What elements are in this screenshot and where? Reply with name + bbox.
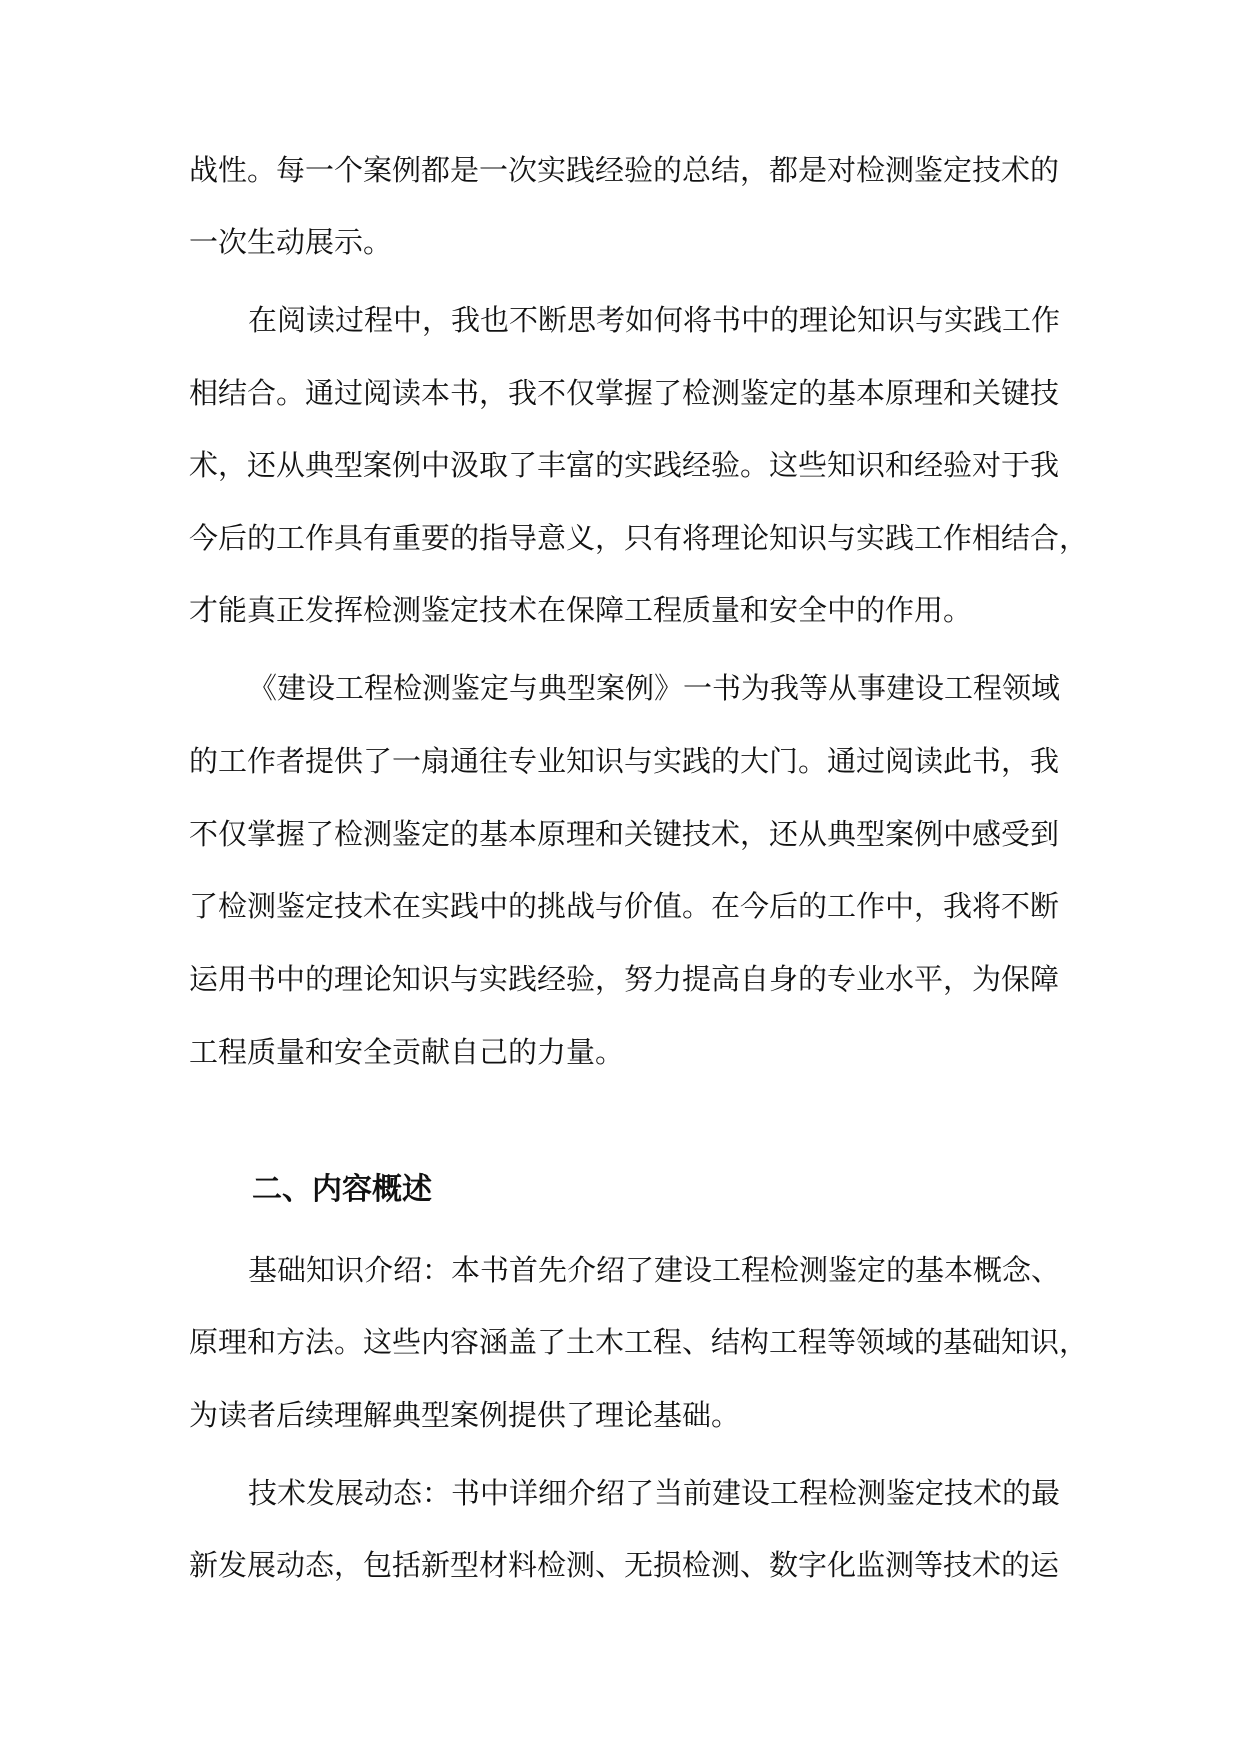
text-line: 今后的工作具有重要的指导意义，只有将理论知识与实践工作相结合， <box>189 521 1089 555</box>
text-line: 工程质量和安全贡献自己的力量。 <box>189 1035 625 1069</box>
text-line: 运用书中的理论知识与实践经验，努力提高自身的专业水平，为保障 <box>189 962 1060 996</box>
text-line: 为读者后续理解典型案例提供了理论基础。 <box>189 1398 741 1432</box>
text-line: 的工作者提供了一扇通往专业知识与实践的大门。通过阅读此书，我 <box>189 744 1060 778</box>
text-line: 才能真正发挥检测鉴定技术在保障工程质量和安全中的作用。 <box>189 593 973 627</box>
text-line: 了检测鉴定技术在实践中的挑战与价值。在今后的工作中，我将不断 <box>189 889 1060 923</box>
text-line: 战性。每一个案例都是一次实践经验的总结，都是对检测鉴定技术的 <box>189 153 1060 187</box>
paragraph-first-line: 基础知识介绍：本书首先介绍了建设工程检测鉴定的基本概念、 <box>248 1253 1061 1287</box>
paragraph-first-line: 《建设工程检测鉴定与典型案例》一书为我等从事建设工程领域 <box>248 671 1061 705</box>
paragraph-first-line: 在阅读过程中，我也不断思考如何将书中的理论知识与实践工作 <box>248 303 1061 337</box>
section-heading: 二、内容概述 <box>252 1172 432 1207</box>
text-line: 不仅掌握了检测鉴定的基本原理和关键技术，还从典型案例中感受到 <box>189 817 1060 851</box>
text-line: 一次生动展示。 <box>189 225 393 259</box>
text-line: 新发展动态，包括新型材料检测、无损检测、数字化监测等技术的运 <box>189 1548 1060 1582</box>
paragraph-first-line: 技术发展动态：书中详细介绍了当前建设工程检测鉴定技术的最 <box>248 1476 1061 1510</box>
text-line: 相结合。通过阅读本书，我不仅掌握了检测鉴定的基本原理和关键技 <box>189 376 1060 410</box>
text-line: 术，还从典型案例中汲取了丰富的实践经验。这些知识和经验对于我 <box>189 448 1060 482</box>
text-line: 原理和方法。这些内容涵盖了土木工程、结构工程等领域的基础知识， <box>189 1325 1089 1359</box>
